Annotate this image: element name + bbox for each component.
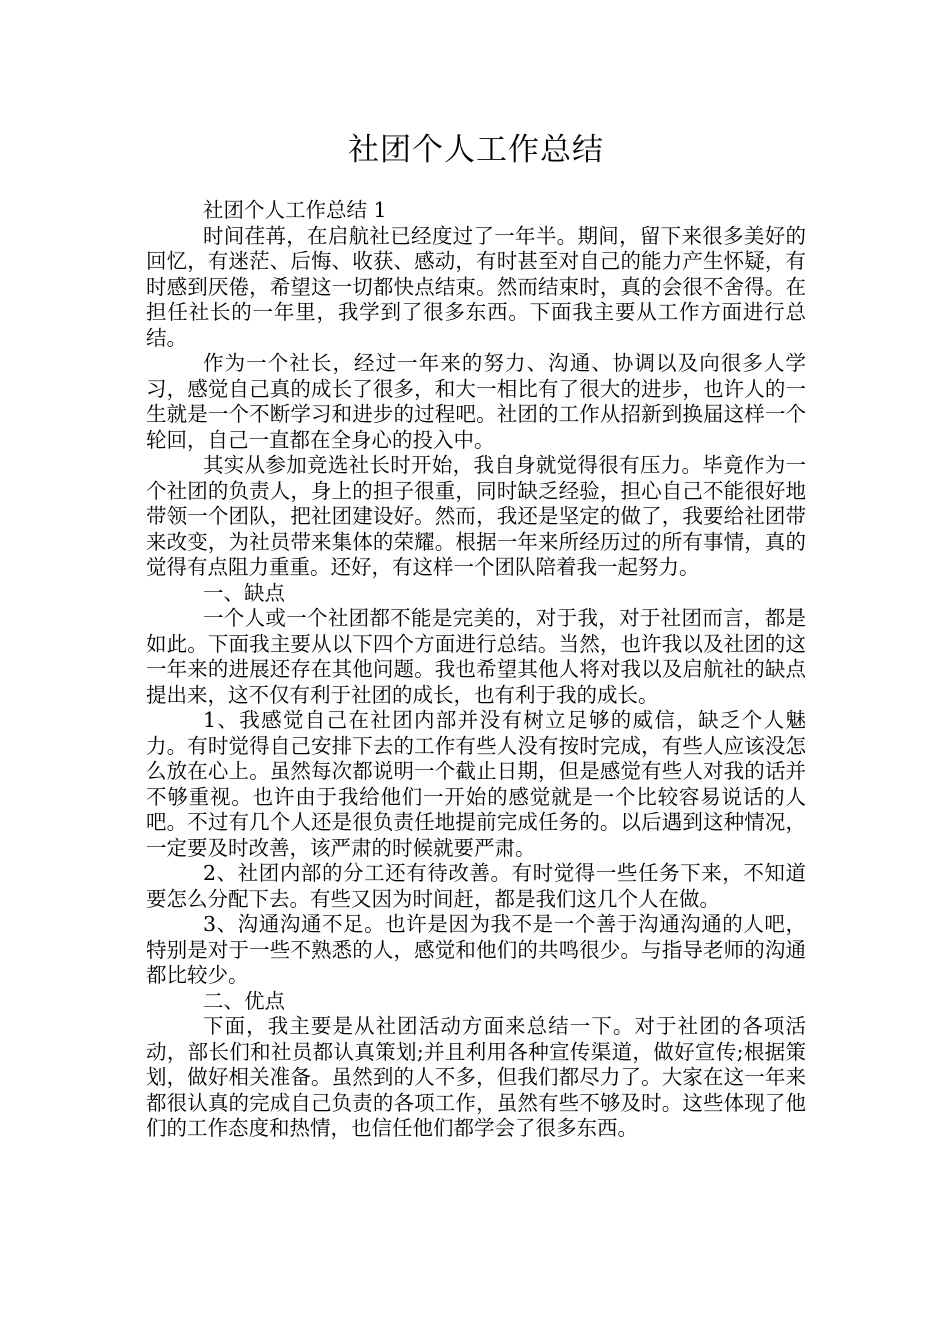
document-page (146, 0, 806, 1142)
paragraph-point-2: 2、社团内部的分工还有待改善。有时觉得一些任务下来，不知道要怎么分配下去。有些又因为时间赶，都是我们这几个人在做。 (146, 861, 806, 911)
paragraph-point-1: 1、我感觉自己在社团内部并没有树立足够的威信，缺乏个人魅力。有时觉得自己安排下去的工作有些人没有按时完成，有些人应该没怎么放在心上。虽然每次都说明一个截止日期，但是感觉有些人对我的话并不够重视。也许由于我给他们一开始的感觉就是一个比较容易说话的人吧。不过有几个人还是很负责任地提前完成任务的。以后遇到这种情况，一定要及时改善，该严肃的时候就要严肃。 (146, 708, 806, 860)
paragraph-strengths: 下面，我主要是从社团活动方面来总结一下。对于社团的各项活动，部长们和社员都认真策划;并且利用各种宣传渠道，做好宣传;根据策划，做好相关准备。虽然到的人不多，但我们都尽力了。大家在这一年来都很认真的完成自己负责的各项工作，虽然有些不够及时。这些体现了他们的工作态度和热情，也信任他们都学会了很多东西。 (146, 1014, 806, 1140)
document-title: 社团个人工作总结 (348, 132, 604, 168)
heading-shortcomings: 一、缺点 (203, 580, 285, 605)
paragraph-shortcomings-intro: 一个人或一个社团都不能是完美的，对于我，对于社团而言，都是如此。下面我主要从以下四个方面进行总结。当然，也许我以及社团的这一年来的进展还存在其他问题。我也希望其他人将对我以及启航社的缺点提出来，这不仅有利于社团的成长，也有利于我的成长。 (146, 606, 806, 707)
heading-strengths: 二、优点 (203, 988, 285, 1013)
paragraph-growth: 作为一个社长，经过一年来的努力、沟通、协调以及向很多人学习，感觉自己真的成长了很多，和大一相比有了很大的进步，也许人的一生就是一个不断学习和进步的过程吧。社团的工作从招新到换届这样一个轮回，自己一直都在全身心的投入中。 (146, 351, 806, 452)
paragraph-pressure: 其实从参加竞选社长时开始，我自身就觉得很有压力。毕竟作为一个社团的负责人，身上的担子很重，同时缺乏经验，担心自己不能很好地带领一个团队，把社团建设好。然而，我还是坚定的做了，我要给社团带来改变，为社员带来集体的荣耀。根据一年来所经历过的所有事情，真的觉得有点阻力重重。还好，有这样一个团队陪着我一起努力。 (146, 453, 806, 579)
paragraph-point-3: 3、沟通沟通不足。也许是因为我不是一个善于沟通沟通的人吧，特别是对于一些不熟悉的人，感觉和他们的共鸣很少。与指导老师的沟通都比较少。 (146, 912, 806, 987)
document-body (146, 198, 806, 1142)
section-heading: 社团个人工作总结 1 (203, 198, 387, 222)
paragraph-intro: 时间荏苒，在启航社已经度过了一年半。期间，留下来很多美好的回忆，有迷茫、后悔、收获、感动，有时甚至对自己的能力产生怀疑，有时感到厌倦，希望这一切都快点结束。然而结束时，真的会很不舍得。在担任社长的一年里，我学到了很多东西。下面我主要从工作方面进行总结。 (146, 223, 806, 350)
